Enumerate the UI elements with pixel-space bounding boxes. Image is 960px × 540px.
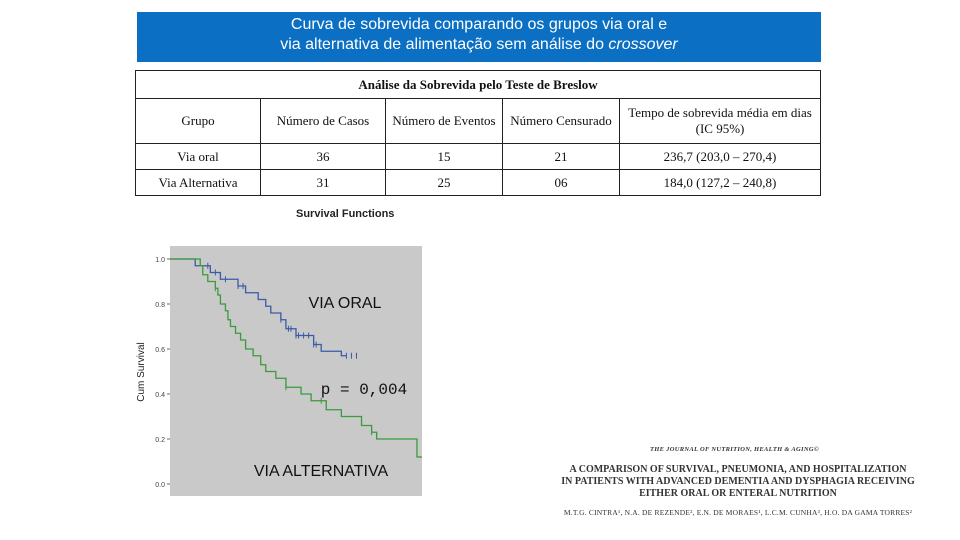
paper-title [540,464,936,500]
cell-tempo: 236,7 (203,0 – 270,4) [620,144,821,170]
y-axis-label: Cum Survival [136,342,147,402]
y-tick-label: 0.2 [155,437,165,444]
paper-title-line3: EITHER ORAL OR ENTERAL NUTRITION [639,488,837,499]
table-header-row [136,99,821,144]
header-numero-censurado: Número Censurado [503,99,620,144]
cell-censurado: 21 [503,144,620,170]
header-numero-eventos: Número de Eventos [386,99,503,144]
cell-casos: 36 [261,144,386,170]
chart-title: Survival Functions [296,208,395,220]
cell-casos: 31 [261,170,386,196]
annotation-p-value: p = 0,004 [320,381,408,399]
annotation-via-oral: VIA ORAL [308,295,382,312]
header-grupo: Grupo [136,99,261,144]
cell-eventos: 25 [386,170,503,196]
paper-authors: M.T.G. CINTRA¹, N.A. DE REZENDE², E.N. DE MORAES¹, L.C.M. CUNHA³, H.O. DA GAMA TORRES² [563,508,913,517]
y-tick-label: 0.4 [155,392,165,399]
breslow-table [135,70,821,196]
annotation-via-alternativa: VIA ALTERNATIVA [253,463,389,480]
table-row [136,170,821,196]
cell-grupo: Via Alternativa [136,170,261,196]
y-tick-label: 1.0 [155,257,165,264]
journal-name: THE JOURNAL OF NUTRITION, HEALTH & AGING© [650,446,820,453]
paper-title-line2: IN PATIENTS WITH ADVANCED DEMENTIA AND DYSPHAGIA RECEIVING [561,476,915,487]
cell-censurado: 06 [503,170,620,196]
slide-title [137,12,821,62]
plot-area [170,246,422,496]
y-tick-label: 0.0 [155,482,165,489]
cell-eventos: 15 [386,144,503,170]
paper-reference [540,446,936,517]
cell-tempo: 184,0 (127,2 – 240,8) [620,170,821,196]
survival-chart [130,222,430,497]
y-tick-label: 0.6 [155,347,165,354]
slide-title-line2-text: via alternativa de alimentação sem análise do [280,36,609,53]
slide-title-line2 [137,35,821,55]
table-row [136,144,821,170]
table-caption: Análise da Sobrevida pelo Teste de Breslow [136,71,821,99]
slide-title-line1: Curva de sobrevida comparando os grupos via oral e [290,16,668,33]
paper-title-line1: A COMPARISON OF SURVIVAL, PNEUMONIA, AND HOSPITALIZATION [569,464,907,475]
y-tick-label: 0.8 [155,302,165,309]
cell-grupo: Via oral [136,144,261,170]
slide-title-italic-word: crossover [608,36,678,53]
header-tempo-sobrevida: Tempo de sobrevida média em dias (IC 95%) [620,99,821,144]
header-numero-casos: Número de Casos [261,99,386,144]
y-axis [155,257,170,489]
